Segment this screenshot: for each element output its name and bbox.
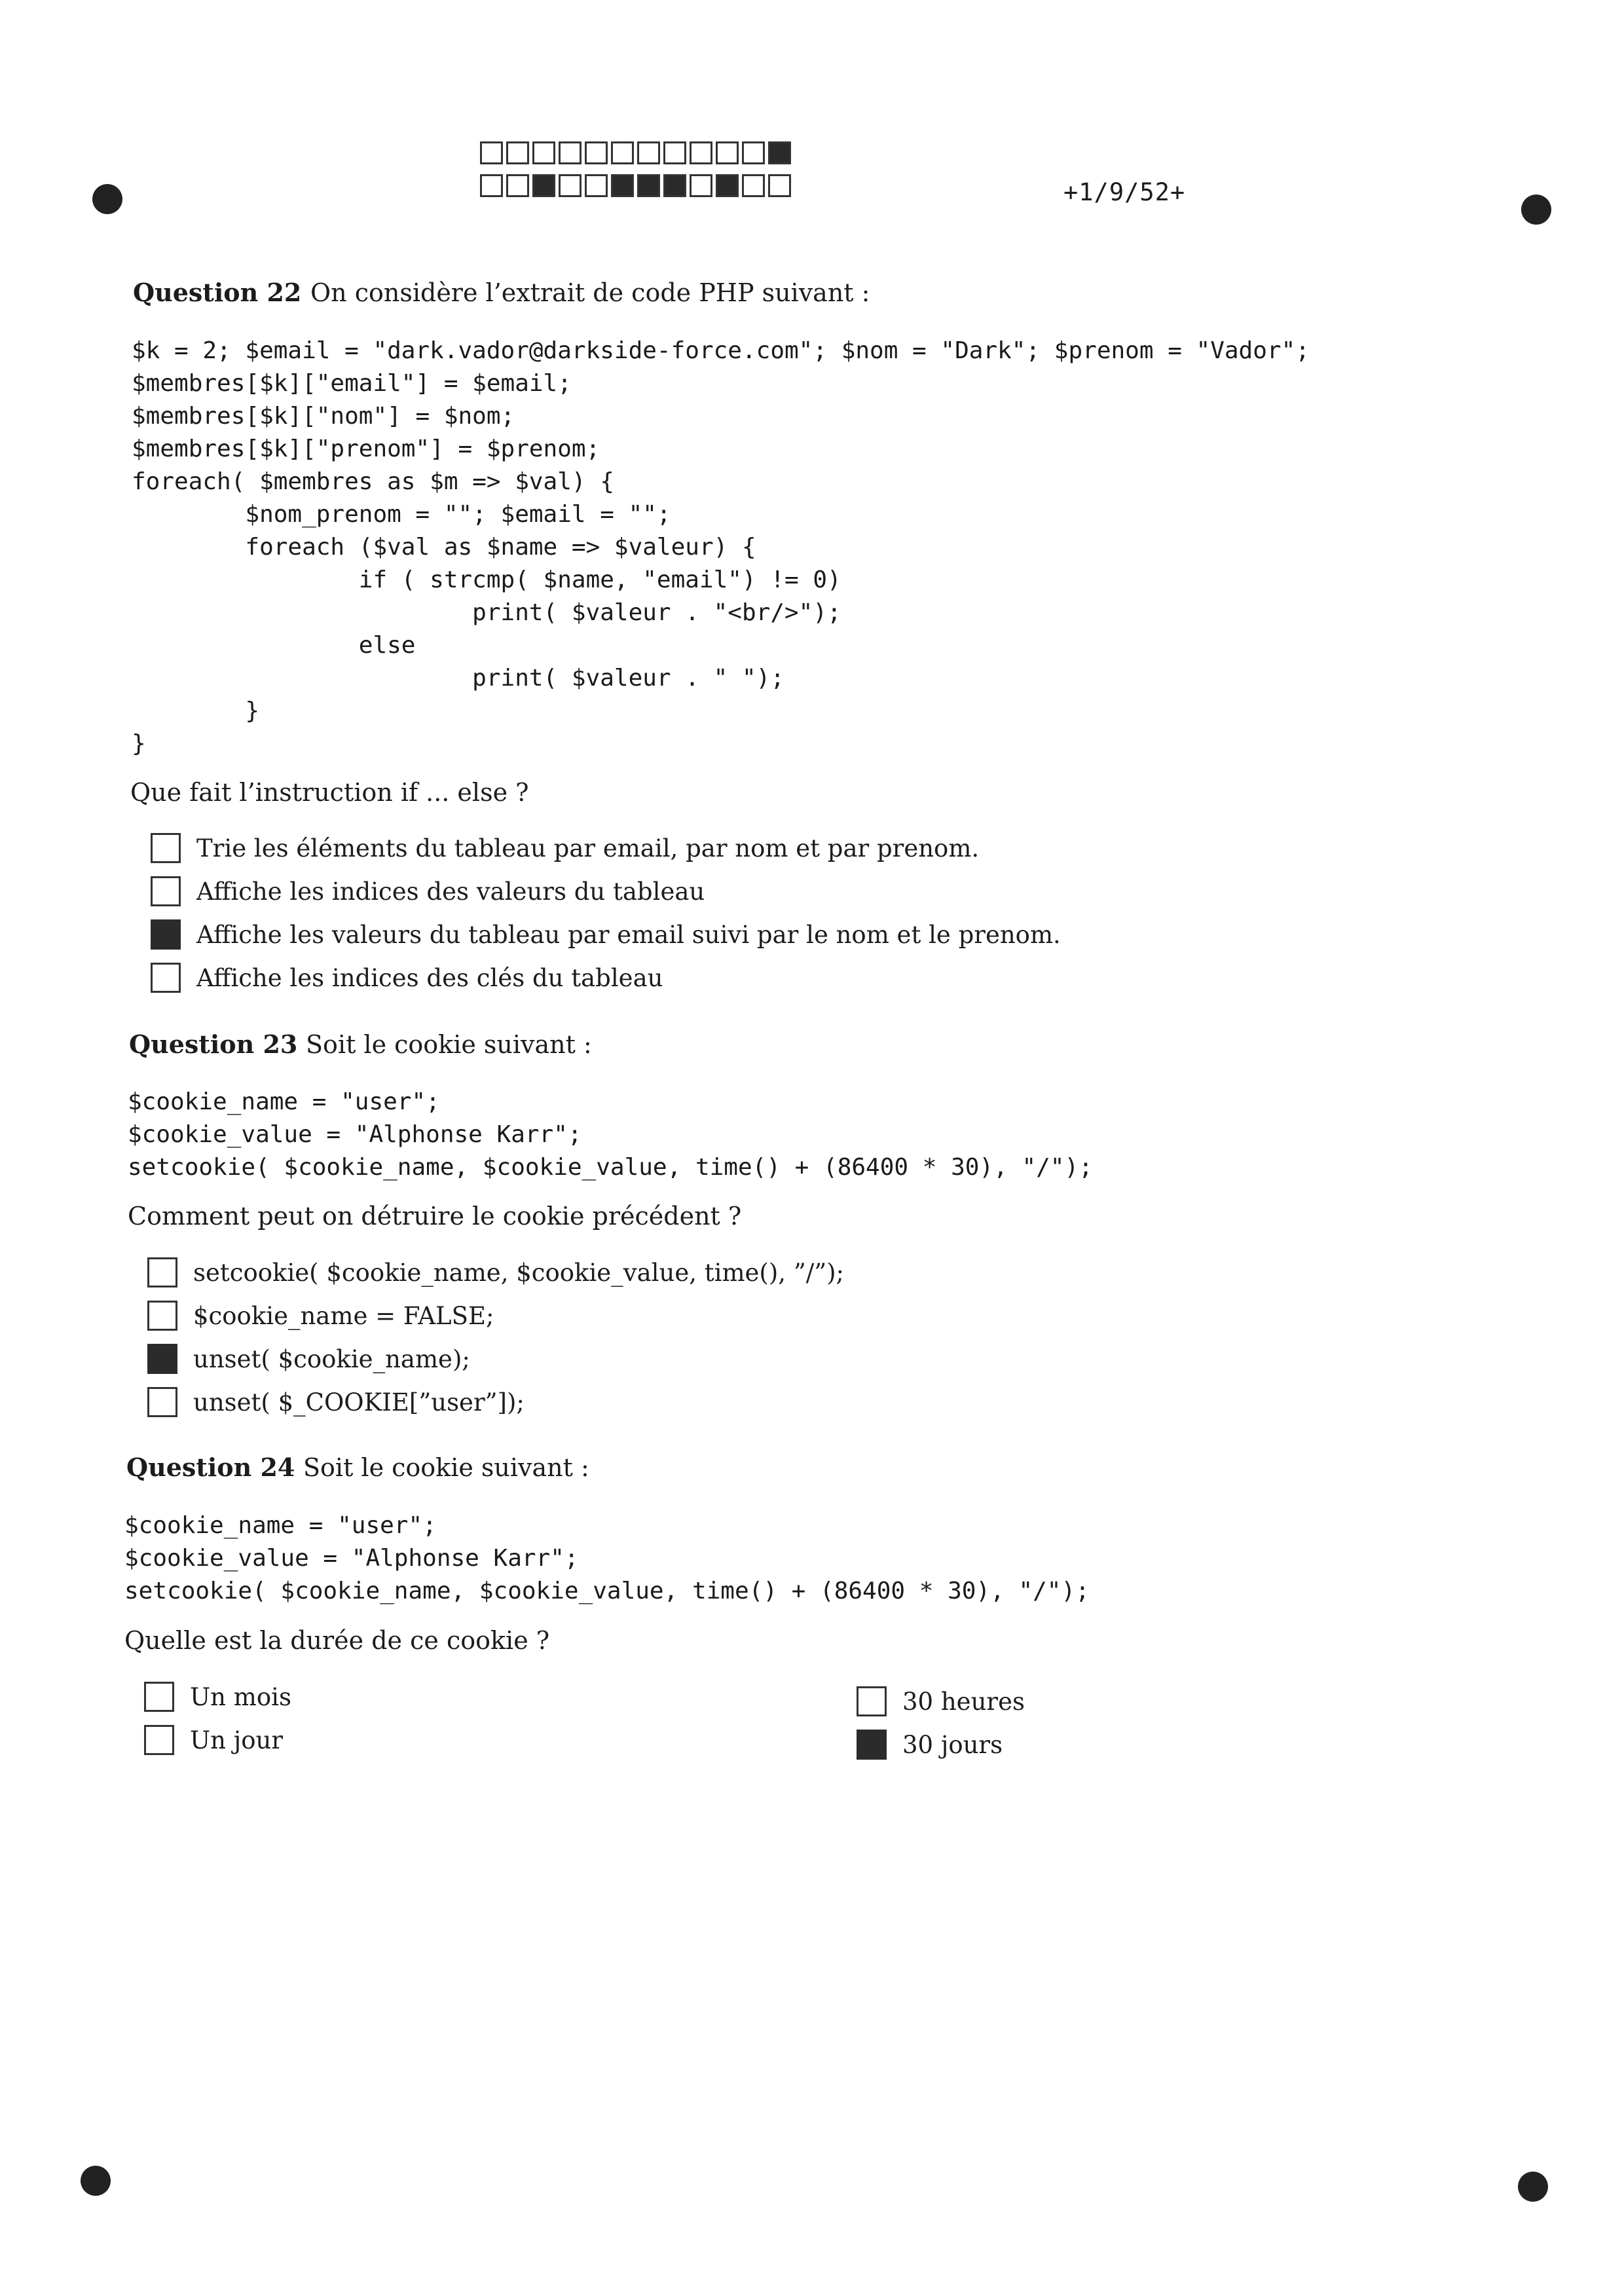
- barcode-cell: [611, 141, 634, 164]
- barcode-cell: [663, 141, 686, 164]
- q22-option-4[interactable]: [151, 963, 663, 993]
- q24-option-4[interactable]: [857, 1730, 1003, 1760]
- q24-checkbox-1[interactable]: [144, 1682, 174, 1712]
- barcode-cell: [663, 174, 686, 197]
- q23-option-2-text: $cookie_name = FALSE;: [193, 1301, 494, 1330]
- q24-option-2[interactable]: [144, 1725, 283, 1755]
- q24-option-4-text: 30 jours: [902, 1730, 1003, 1759]
- barcode-cell: [506, 141, 529, 164]
- q22-option-2-text: Affiche les indices des valeurs du tableau: [196, 877, 705, 906]
- registration-mark-bottom-left: [81, 2166, 111, 2196]
- question-24-prompt: Quelle est la durée de ce cookie ?: [124, 1626, 550, 1655]
- question-22-intro: On considère l’extrait de code PHP suivant :: [310, 278, 870, 307]
- q23-option-4-text: unset( $_COOKIE[”user”]);: [193, 1388, 525, 1416]
- q23-option-3[interactable]: [147, 1344, 470, 1374]
- barcode-cell: [532, 174, 555, 197]
- question-22-label: Question 22: [133, 278, 302, 307]
- q23-option-3-text: unset( $cookie_name);: [193, 1344, 470, 1373]
- barcode-cell: [742, 174, 765, 197]
- q24-checkbox-4[interactable]: [857, 1730, 887, 1760]
- q23-checkbox-1[interactable]: [147, 1257, 177, 1287]
- barcode-cell: [559, 174, 581, 197]
- q24-option-3-text: 30 heures: [902, 1687, 1025, 1716]
- registration-mark-top-right: [1521, 194, 1551, 225]
- question-24-code: $cookie_name = "user"; $cookie_value = "Alphonse Karr"; setcookie( $cookie_name, $cookie_value, time() + (86400 * 30), "/");: [124, 1512, 1090, 1604]
- q23-option-1[interactable]: [147, 1257, 844, 1287]
- barcode-cell: [611, 174, 634, 197]
- barcode-cell: [559, 141, 581, 164]
- barcode-cell: [768, 174, 791, 197]
- q23-option-2[interactable]: [147, 1301, 494, 1331]
- q24-option-1[interactable]: [144, 1682, 291, 1712]
- sheet-id: +1/9/52+: [1063, 178, 1186, 206]
- q24-option-3[interactable]: [857, 1686, 1025, 1716]
- q23-checkbox-3[interactable]: [147, 1344, 177, 1374]
- q23-option-1-text: setcookie( $cookie_name, $cookie_value, time(), ”/”);: [193, 1258, 845, 1287]
- barcode-cell: [585, 174, 608, 197]
- registration-mark-top-left: [92, 184, 122, 214]
- barcode-cell: [506, 174, 529, 197]
- q24-option-1-text: Un mois: [190, 1682, 291, 1711]
- question-24-label: Question 24: [126, 1453, 295, 1482]
- q24-checkbox-3[interactable]: [857, 1686, 887, 1716]
- barcode-cell: [690, 141, 712, 164]
- barcode-cell: [532, 141, 555, 164]
- barcode-cell: [480, 141, 503, 164]
- q22-checkbox-2[interactable]: [151, 876, 181, 906]
- barcode-cell: [637, 141, 660, 164]
- barcode-cell: [716, 174, 739, 197]
- q22-option-3[interactable]: [151, 919, 1061, 950]
- question-24-intro: Soit le cookie suivant :: [303, 1453, 589, 1482]
- barcode-cell: [480, 174, 503, 197]
- q22-option-2[interactable]: [151, 876, 705, 906]
- question-22-prompt: Que fait l’instruction if ... else ?: [130, 778, 529, 807]
- q23-checkbox-4[interactable]: [147, 1387, 177, 1417]
- question-24-header: [126, 1453, 589, 1482]
- q23-checkbox-2[interactable]: [147, 1301, 177, 1331]
- question-23-prompt: Comment peut on détruire le cookie précédent ?: [128, 1202, 742, 1231]
- barcode-cell: [768, 141, 791, 164]
- q23-option-4[interactable]: [147, 1387, 525, 1417]
- registration-mark-bottom-right: [1518, 2172, 1548, 2202]
- question-22-code: $k = 2; $email = "dark.vador@darkside-force.com"; $nom = "Dark"; $prenom = "Vador"; $membres[$k]["email"] = $email; $membres[$k]["nom"] = $nom; $membres[$k]["prenom"] = $prenom; foreach( $membres as $m => $val) { $nom_prenom = ""; $email = ""; foreach ($val as $name => $valeur) { if ( strcmp( $name, "email") != 0) print( $valeur . "<br/>"); else print( $valeur . " "); } }: [132, 337, 1310, 757]
- q22-checkbox-3[interactable]: [151, 919, 181, 950]
- question-23-header: [129, 1029, 592, 1059]
- barcode-row-1: [480, 141, 794, 164]
- barcode-cell: [742, 141, 765, 164]
- barcode-cell: [637, 174, 660, 197]
- barcode-cell: [585, 141, 608, 164]
- question-23-code: $cookie_name = "user"; $cookie_value = "Alphonse Karr"; setcookie( $cookie_name, $cookie_value, time() + (86400 * 30), "/");: [128, 1088, 1093, 1181]
- barcode-cell: [716, 141, 739, 164]
- barcode-cell: [690, 174, 712, 197]
- q22-option-3-text: Affiche les valeurs du tableau par email suivi par le nom et le prenom.: [196, 920, 1061, 949]
- q22-checkbox-4[interactable]: [151, 963, 181, 993]
- question-23-intro: Soit le cookie suivant :: [306, 1030, 592, 1059]
- q24-checkbox-2[interactable]: [144, 1725, 174, 1755]
- q22-option-1-text: Trie les éléments du tableau par email, par nom et par prenom.: [196, 834, 980, 862]
- question-22-header: [133, 278, 870, 307]
- question-23-label: Question 23: [129, 1029, 298, 1059]
- barcode-row-2: [480, 174, 794, 197]
- q24-option-2-text: Un jour: [190, 1726, 284, 1754]
- q22-option-1[interactable]: [151, 833, 979, 863]
- q22-checkbox-1[interactable]: [151, 833, 181, 863]
- q22-option-4-text: Affiche les indices des clés du tableau: [196, 963, 663, 992]
